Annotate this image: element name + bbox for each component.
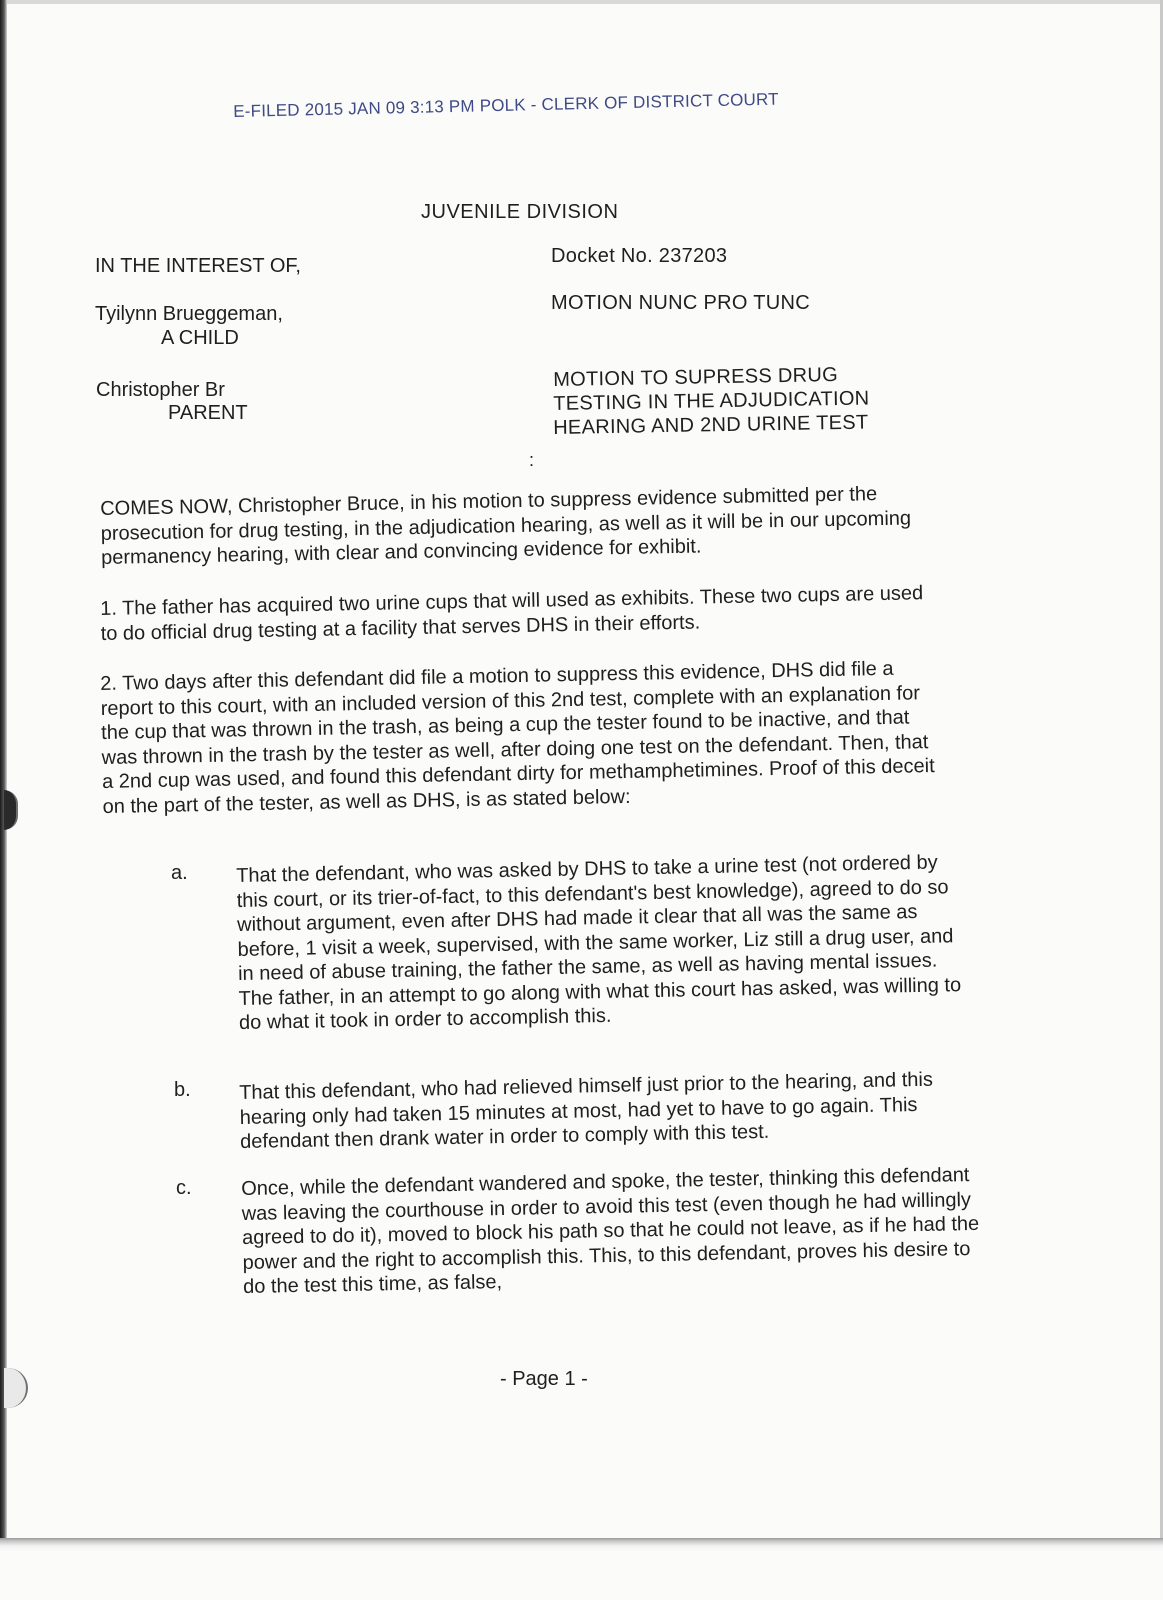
- motion-title-1: MOTION NUNC PRO TUNC: [551, 292, 810, 314]
- page-number-footer: - Page 1 -: [500, 1368, 588, 1390]
- caption-child-name: Tyilynn Brueggeman,: [95, 303, 283, 325]
- item-c-text: Once, while the defendant wandered and spoke, the tester, thinking this defendant was leaving the courthouse in order to avoid this test (even though he had willingly agreed to do it), moved to block his path so that he could not leave, as if he had the power and the right to accomplish this. This, to this defendant, proves his desire to do the test this time, as false,: [241, 1164, 980, 1298]
- efiled-stamp: E-FILED 2015 JAN 09 3:13 PM POLK - CLERK OF DISTRICT COURT: [233, 89, 779, 121]
- motion-title-2-line2: TESTING IN THE ADJUDICATION: [553, 387, 870, 415]
- scan-bottom-edge: [0, 1538, 1163, 1600]
- item-a-text: That the defendant, who was asked by DHS to take a urine test (not ordered by this court, or its trier-of-fact, to this defendant's best knowledge), agreed to do so without argument, even after DHS had made it clear that all was the same as before, 1 visit a week, supervised, with the same worker, Liz still a drug user, and in need of abuse training, the father the same, as well as having mental issues. The father, in an attempt to go along with what this court has asked, was willing to do what it took in order to accomplish this.: [236, 851, 962, 1034]
- motion-title-2-line3: HEARING AND 2ND URINE TEST: [553, 411, 869, 439]
- paragraph-2: 2. Two days after this defendant did file a motion to suppress this evidence, DHS did file a report to this court, with an included version of this 2nd test, complete with an explanation for the cup that was thrown in the trash, as being a cup the tester found to be inactive, and that was thrown in the trash by the tester as well, after doing one test on the defendant. Then, that a 2nd cup was used, and found this defendant dirty for methamphetimines. Proof of this deceit on the part of the tester, as well as DHS, is as stated below:: [100, 657, 935, 818]
- paragraph-1: 1. The father has acquired two urine cups that will used as exhibits. These two cups are used to do official drug testing at a facility that serves DHS in their efforts.: [100, 582, 924, 645]
- motion-title-2-line1: MOTION TO SUPRESS DRUG: [553, 364, 839, 391]
- item-a-label: a.: [171, 862, 188, 884]
- intro-paragraph: COMES NOW, Christopher Bruce, in his motion to suppress evidence submitted per the prosecution for drug testing, in the adjudication hearing, as well as it will be in our upcoming permanency hearing, with clear and convincing evidence for exhibit.: [100, 483, 912, 569]
- binder-hole-upper: [4, 790, 18, 830]
- docket-number: Docket No. 237203: [551, 245, 728, 267]
- caption-parent-role: PARENT: [168, 402, 248, 424]
- caption-colon: :: [529, 450, 535, 470]
- scan-edge-top: [0, 0, 1163, 4]
- item-b-label: b.: [174, 1079, 191, 1101]
- binder-hole-lower: [4, 1368, 28, 1408]
- caption-parent-name: Christopher Br: [96, 379, 225, 401]
- division-title: JUVENILE DIVISION: [421, 201, 619, 223]
- item-b-text: That this defendant, who had relieved himself just prior to the hearing, and this hearing only had taken 15 minutes at most, had yet to have to go again. This defendant then drank water in order to comply with this test.: [239, 1068, 934, 1153]
- caption-child-role: A CHILD: [161, 327, 239, 349]
- item-c-label: c.: [176, 1177, 192, 1199]
- caption-interest: IN THE INTEREST OF,: [95, 255, 301, 277]
